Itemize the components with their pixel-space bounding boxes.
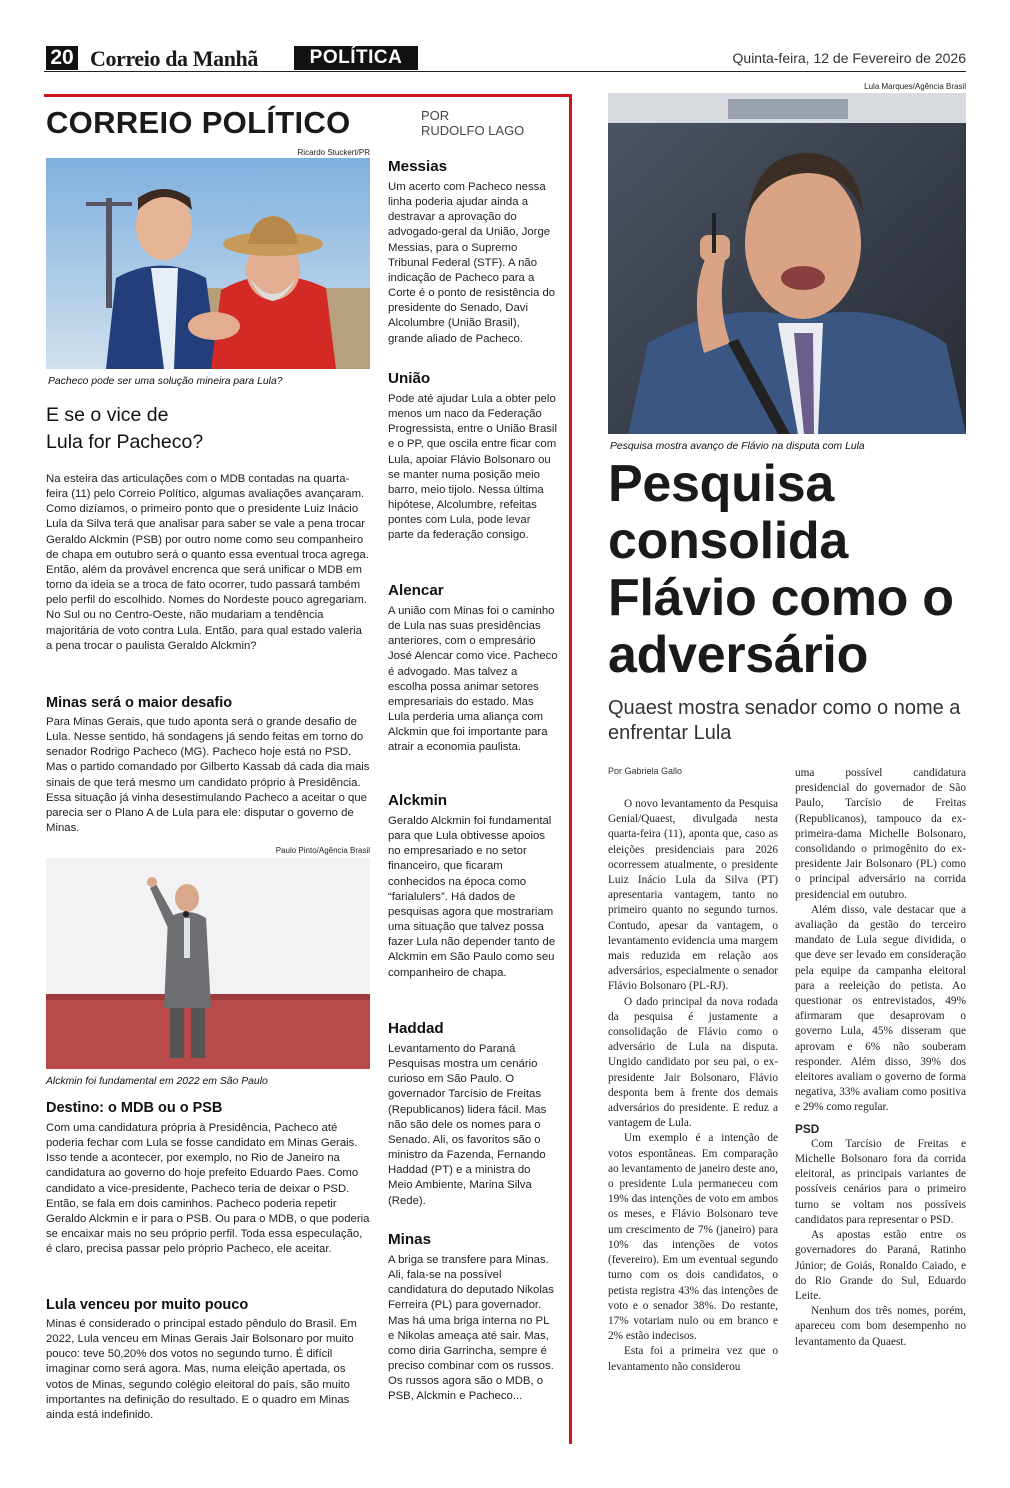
issue-date: Quinta-feira, 12 de Fevereiro de 2026 — [732, 50, 966, 66]
paragraph-destino: Com uma candidatura própria à Presidência, Pacheco até poderia fechar com Lula se fosse candidato em Minas Gerais. Isso tende a acontecer, por exemplo, no Rio de Janeiro na candidatura ao governo do hoje prefeito Eduardo Paes. Como candidato a vice-presidente, Pacheco teria de deixar o PSD. Então, se fala em dois caminhos. Pacheco poderia repetir Geraldo Alckmin e ir para o PSB. Ou para o MDB, o que poderia se encaixar mais no seu próprio perfil. Toda essa especulação, é claro, precisa passar pelo próprio Pacheco, ele aceitar. — [46, 1122, 370, 1256]
story-byline: Por Gabriela Gallo — [608, 766, 683, 776]
story-headline: Pesquisa consolida Flávio como o adversário — [608, 455, 954, 684]
photo-caption: Pacheco pode ser uma solução mineira para Lula? — [48, 376, 283, 387]
newspaper-brand: Correio da Manhã — [90, 46, 258, 71]
photo-credit: Ricardo Stuckert/PR — [297, 148, 370, 157]
byline-author: RUDOLFO LAGO — [421, 123, 525, 138]
column-side-rule — [569, 94, 572, 1444]
photo-pacheco-lula — [46, 158, 370, 369]
subheading-destino: Destino: o MDB ou o PSB — [46, 1100, 223, 1116]
column-title: CORREIO POLÍTICO — [46, 105, 351, 140]
story-paragraph: Além disso, vale destacar que a avaliação da gestão do terceiro mandato de Lula segue dividida, o que deve ser levado em consideração pela equipe da campanha eleitoral para a reeleição do petista. Ao questionar os entrevistados, 49% afirmaram que desaprovam o governo Lula, 45% disseram que aprovam e 6% não souberam responder. Além disso, 39% dos eleitores avaliam o governo de forma negativa, 33% avaliam como positiva e 29% como regular. — [795, 903, 966, 1114]
byline-prefix: POR — [421, 108, 450, 123]
header-rule — [44, 71, 966, 72]
story-paragraph: Com Tarcísio de Freitas e Michelle Bolsonaro fora da corrida eleitoral, as principais variantes de possíveis cenários para o primeiro turno se voltam nos possíveis candidatos para representar o PSD. — [795, 1137, 966, 1226]
note-heading: Messias — [388, 158, 448, 175]
note-text: Geraldo Alckmin foi fundamental para que Lula obtivesse apoios no empresariado e no setor financeiro, que ficaram conhecidos na época como “farialulers”. Há dados de pesquisas agora que mostrariam uma situação que talvez possa fazer Lula não depender tanto de Alckmin em São Paulo como seu companheiro de chapa. — [388, 815, 556, 979]
photo-caption: Alckmin foi fundamental em 2022 em São Paulo — [46, 1076, 268, 1087]
column-top-rule — [44, 94, 572, 97]
story-column-2 — [795, 766, 966, 1350]
photo-alckmin — [46, 858, 370, 1069]
column-headline-line: Lula for Pacheco? — [46, 431, 204, 453]
photo-credit: Paulo Pinto/Agência Brasil — [275, 846, 370, 855]
story-paragraph: As apostas estão entre os governadores do Paraná, Ratinho Júnior; de Goiás, Ronaldo Caiado, e do Rio Grande do Sul, Eduardo Leite. — [795, 1229, 966, 1302]
photo-credit: Lula Marques/Agência Brasil — [864, 82, 966, 91]
note-text: A briga se transfere para Minas. Ali, fala-se na possível candidatura do deputado Nikolas Ferreira (PL) para governador. Mas há uma briga interna no PL e Nikolas ameaça até sair. Mas, como diria Garrincha, sempre é preciso combinar com os russos. Os russos agora são o MDB, o PSB, Alckmin e Pacheco... — [388, 1254, 554, 1403]
subheading-venceu: Lula venceu por muito pouco — [46, 1297, 249, 1313]
paragraph-venceu: Minas é considerado o principal estado pêndulo do Brasil. Em 2022, Lula venceu em Minas Gerais Jair Bolsonaro por muito pouco: teve 50,20% dos votos no segundo turno. É difícil imaginar como será agora. Mas, numa eleição apertada, os votos de Minas, segundo colégio eleitoral do país, são muito importantes na definição do resultado. E o quadro em Minas ainda está indefinido. — [46, 1318, 357, 1421]
note-text: Um acerto com Pacheco nessa linha poderia ajudar ainda a destravar a aprovação do advogado-geral da União, Jorge Messias, para o Supremo Tribunal Federal (STF). A não indicação de Pacheco para a Corte é o ponto de resistência do presidente do Senado, Davi Alcolumbre (União Brasil), grande aliado de Pacheco. — [388, 181, 556, 345]
note-text: A união com Minas foi o caminho de Lula nas suas presidências anteriores, com o empresário José Alencar como vice. Pacheco é advogado. Mas talvez a escolha possa animar setores empresariais do estado. Mas Lula perderia uma aliança com Alckmin que foi importante para atrair a economia paulista. — [388, 605, 558, 754]
story-subhead: Quaest mostra senador como o nome a enfrentar Lula — [608, 697, 961, 744]
column-intro: Na esteira das articulações com o MDB contadas na quarta-feira (11) pelo Correio Político, algumas avaliações avançaram. Como dizíamos, o primeiro ponto que o presidente Luiz Inácio Lula da Silva terá que analisar para saber se vale a pena trocar Geraldo Alckmin (PSB) por outro nome como seu companheiro de chapa em outubro será o quanto essa eventual troca agrega. Então, além da provável encrenca que será unificar o MDB em torno da ideia se a troca de fato ocorrer, tudo passará também pelo perfil do escolhido. Nomes do Nordeste pouco agregariam. No Sul ou no Centro-Oeste, não mudariam a tendência majoritária de voto contra Lula. Então, para qual estado valeria a pena trocar o paulista Geraldo Alckmin? — [46, 473, 369, 652]
column-headline-line: E se o vice de — [46, 404, 169, 426]
section-label: POLÍTICA — [294, 46, 418, 70]
note-heading: Minas — [388, 1231, 432, 1248]
note-heading: Alckmin — [388, 792, 448, 809]
note-heading: União — [388, 370, 431, 387]
note-heading: Alencar — [388, 582, 444, 599]
subheading-minas: Minas será o maior desafio — [46, 695, 233, 711]
story-paragraph: uma possível candidatura presidencial do governador de São Paulo, Tarcísio de Freitas (Republicanos), tampouco da ex-primeira-dama Michelle Bolsonaro, consolidando o primogênito do ex-presidente Jair Bolsonaro (PL) como o principal adversário na corrida presidencial em outubro. — [795, 767, 966, 901]
story-paragraph: Esta foi a primeira vez que o levantamento não considerou — [608, 1345, 778, 1373]
page-number: 20 — [46, 46, 78, 70]
story-paragraph: O novo levantamento da Pesquisa Genial/Quaest, divulgada nesta quarta-feira (11), aponta que, caso as eleições presidenciais para 2026 ocorressem atualmente, o presidente Luiz Inácio Lula da Silva (PT) apresentaria vantagem, tanto no primeiro quanto no segundo turnos. Contudo, apesar da vantagem, o levantamento evidencia uma margem mais reduzida em relação aos adversários, especialmente o senador Flávio Bolsonaro (PL-RJ). — [608, 798, 778, 993]
note-text: Levantamento do Paraná Pesquisas mostra um cenário curioso em São Paulo. O governador Tarcísio de Freitas (Republicanos) lidera fácil. Mas não são dele os nomes para o Senado. Ali, os favoritos são o ministro da Fazenda, Fernando Haddad (PT) e a ministra do Meio Ambiente, Marina Silva (Rede). — [388, 1043, 547, 1207]
story-column-1 — [608, 797, 778, 1375]
story-paragraph: Nenhum dos três nomes, porém, apareceu com bom desempenho no levantamento da Quaest. — [795, 1305, 966, 1348]
note-heading: Haddad — [388, 1020, 444, 1037]
photo-flavio — [608, 93, 966, 434]
column-byline — [421, 108, 524, 138]
photo-caption: Pesquisa mostra avanço de Flávio na disputa com Lula — [610, 441, 865, 452]
story-paragraph: Um exemplo é a intenção de votos espontâneas. Em comparação ao levantamento de janeiro deste ano, o presidente Lula permaneceu com 19% das intenções de voto em ambos os meses, e Flávio Bolsonaro teve um crescimento de 7% (janeiro) para 10% das intenções de votos (fevereiro). Em um eventual segundo turno com os dois candidatos, o petista registra 43% das intenções de voto e o senador 38%. Do restante, 17% votariam nulo ou em branco e 2% estão indecisos. — [608, 1132, 779, 1343]
column-headline — [46, 402, 376, 456]
note-text: Pode até ajudar Lula a obter pelo menos um naco da Federação Progressista, entre o União Brasil e o PP, que oscila entre ficar com Lula, apoiar Flávio Bolsonaro ou se manter numa posição meio barro, meio tijolo. Nessa última hipótese, Alcolumbre, refeitas pontes com Lula, pode levar parte da federação consigo. — [388, 393, 557, 542]
paragraph-minas: Para Minas Gerais, que tudo aponta será o grande desafio de Lula. Nesse sentido, há sondagens já sendo feitas em torno do senador Rodrigo Pacheco (MG). Pacheco hoje está no PSD. Mas o partido comandado por Gilberto Kassab dá cada dia mais sinais de que terá mesmo um candidato próprio à Presidência. Essa situação já vinha desestimulando Pacheco a aceitar o que parecia ser o Plano A de Lula para ele: disputar o governo de Minas. — [46, 716, 370, 835]
story-subheading-psd: PSD — [795, 1121, 820, 1136]
story-paragraph: O dado principal da nova rodada da pesquisa é justamente a consolidação de Flávio como o adversário de Lula na disputa. Ungido candidato por seu pai, o ex-presidente Jair Bolsonaro, Flávio desponta bem à frente dos demais adversários do presidente. E reduz a vantagem de Lula. — [608, 995, 778, 1130]
